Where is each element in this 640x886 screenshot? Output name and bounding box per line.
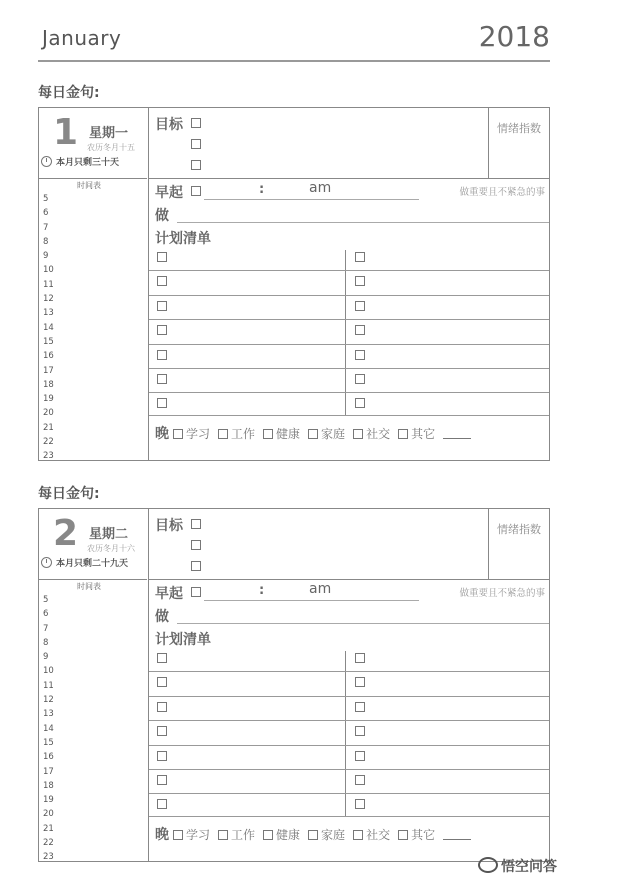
evening-label: 晚 xyxy=(155,827,169,843)
evening-checkbox[interactable] xyxy=(263,429,273,439)
chat-bubble-icon xyxy=(478,857,498,873)
hour-label: 10 xyxy=(43,265,54,276)
hour-label: 16 xyxy=(43,351,54,362)
evening-category-label: 其它 xyxy=(411,828,436,842)
evening-category-label: 家庭 xyxy=(321,828,346,842)
goal-label: 目标 xyxy=(155,518,183,534)
plan-row-line xyxy=(149,769,549,770)
evening-checkbox[interactable] xyxy=(173,830,183,840)
evening-category[interactable] xyxy=(308,828,345,842)
planner-area xyxy=(149,108,549,460)
left-column xyxy=(39,509,149,861)
planner-area xyxy=(149,509,549,861)
early-rise-label: 早起 xyxy=(155,586,183,602)
timetable-label: 时间表 xyxy=(77,181,101,190)
evening-label: 晚 xyxy=(155,426,169,442)
daily-quote-label: 每日金句: xyxy=(38,486,100,502)
plan-checkbox[interactable] xyxy=(355,276,365,286)
plan-checkbox[interactable] xyxy=(355,702,365,712)
evening-category[interactable] xyxy=(263,427,300,441)
evening-category-label: 健康 xyxy=(276,828,301,842)
hour-label: 11 xyxy=(43,680,54,691)
hour-label: 5 xyxy=(43,194,49,204)
watermark xyxy=(478,856,557,876)
goal-section xyxy=(149,108,489,178)
goal-checkbox[interactable] xyxy=(191,519,201,529)
plan-checkbox[interactable] xyxy=(355,677,365,687)
evening-checkbox[interactable] xyxy=(353,830,363,840)
plan-row-line xyxy=(149,415,549,416)
hour-label: 18 xyxy=(43,379,54,390)
goal-label: 目标 xyxy=(155,117,183,133)
plan-row-line xyxy=(149,816,549,817)
hour-label: 13 xyxy=(43,709,54,720)
hour-label: 14 xyxy=(43,322,54,333)
days-remaining xyxy=(41,556,145,569)
plan-checkbox[interactable] xyxy=(157,325,167,335)
plan-row-line xyxy=(149,319,549,320)
plan-checkbox[interactable] xyxy=(157,653,167,663)
time-colon: : xyxy=(259,583,265,598)
evening-category-label: 社交 xyxy=(366,427,391,441)
hour-list xyxy=(43,593,54,865)
hour-label: 20 xyxy=(43,408,54,419)
evening-category[interactable] xyxy=(308,427,345,441)
do-line xyxy=(177,222,549,223)
plan-checkbox[interactable] xyxy=(355,775,365,785)
evening-checkbox[interactable] xyxy=(218,830,228,840)
evening-category[interactable] xyxy=(173,427,210,441)
date-box xyxy=(39,509,147,580)
hour-label: 22 xyxy=(43,838,54,849)
left-column xyxy=(39,108,149,460)
do-line xyxy=(177,623,549,624)
plan-row-line xyxy=(149,696,549,697)
plan-checkbox[interactable] xyxy=(157,799,167,809)
hour-label: 21 xyxy=(43,823,54,834)
plan-row-line xyxy=(149,344,549,345)
days-remaining-text: 本月只剩二十九天 xyxy=(56,559,129,569)
am-label: am xyxy=(309,180,332,196)
hour-label: 10 xyxy=(43,666,54,677)
evening-category-label: 家庭 xyxy=(321,427,346,441)
hour-label: 15 xyxy=(43,737,54,748)
plan-row-line xyxy=(149,270,549,271)
plan-checkbox[interactable] xyxy=(355,374,365,384)
hour-label: 14 xyxy=(43,723,54,734)
hour-label: 19 xyxy=(43,795,54,806)
plan-checkbox[interactable] xyxy=(157,726,167,736)
wake-time-line xyxy=(204,199,419,200)
hour-label: 7 xyxy=(43,222,49,233)
day-planner-block xyxy=(38,508,550,862)
weekday: 星期一 xyxy=(89,126,129,141)
other-blank-line xyxy=(443,829,471,840)
plan-checkbox[interactable] xyxy=(355,751,365,761)
days-remaining xyxy=(41,155,145,168)
plan-checkbox[interactable] xyxy=(157,775,167,785)
hour-list xyxy=(43,192,54,464)
hour-label: 7 xyxy=(43,623,49,634)
hour-label: 12 xyxy=(43,695,54,706)
timetable-label: 时间表 xyxy=(77,582,101,591)
hour-label: 21 xyxy=(43,422,54,433)
early-rise-checkbox[interactable] xyxy=(191,186,201,196)
hour-label: 23 xyxy=(43,451,54,462)
hour-label: 8 xyxy=(43,236,49,247)
plan-checkbox[interactable] xyxy=(355,252,365,262)
goal-checkbox[interactable] xyxy=(191,118,201,128)
plan-checkbox[interactable] xyxy=(355,325,365,335)
clock-icon xyxy=(41,156,52,167)
plan-row-line xyxy=(149,793,549,794)
plan-column-divider xyxy=(345,250,346,415)
hour-label: 20 xyxy=(43,809,54,820)
plan-row-line xyxy=(149,368,549,369)
hour-label: 13 xyxy=(43,308,54,319)
evening-checkbox[interactable] xyxy=(398,830,408,840)
hour-label: 16 xyxy=(43,752,54,763)
hour-label: 6 xyxy=(43,208,49,219)
year-title: 2018 xyxy=(478,20,550,53)
plan-checkbox[interactable] xyxy=(157,751,167,761)
evening-category-label: 工作 xyxy=(231,427,256,441)
evening-category[interactable] xyxy=(353,427,390,441)
plan-checkbox[interactable] xyxy=(355,301,365,311)
hour-label: 9 xyxy=(43,251,49,262)
hour-label: 19 xyxy=(43,394,54,405)
plan-checkbox[interactable] xyxy=(157,374,167,384)
mood-index-label: 情绪指数 xyxy=(497,122,541,135)
clock-icon xyxy=(41,557,52,568)
evening-category-label: 健康 xyxy=(276,427,301,441)
hour-label: 5 xyxy=(43,595,49,605)
goal-checkbox[interactable] xyxy=(191,160,201,170)
plan-checkbox[interactable] xyxy=(355,799,365,809)
page-header xyxy=(38,18,550,62)
day-number: 2 xyxy=(53,513,79,554)
evening-row xyxy=(155,824,471,844)
plan-row-line xyxy=(149,295,549,296)
evening-checkbox[interactable] xyxy=(173,429,183,439)
days-remaining-text: 本月只剩三十天 xyxy=(56,158,120,168)
evening-checkbox[interactable] xyxy=(398,429,408,439)
early-rise-checkbox[interactable] xyxy=(191,587,201,597)
evening-category[interactable] xyxy=(218,828,255,842)
hour-label: 17 xyxy=(43,365,54,376)
do-label: 做 xyxy=(155,208,169,224)
am-label: am xyxy=(309,581,332,597)
day-number: 1 xyxy=(53,112,79,153)
weekday: 星期二 xyxy=(89,527,129,542)
evening-category-label: 社交 xyxy=(366,828,391,842)
hour-label: 15 xyxy=(43,336,54,347)
other-blank-line xyxy=(443,428,471,439)
mood-index-label: 情绪指数 xyxy=(497,523,541,536)
plan-row-line xyxy=(149,720,549,721)
lunar-date: 农历冬月十五 xyxy=(87,143,135,152)
evening-category[interactable] xyxy=(398,427,435,441)
daily-quote-label: 每日金句: xyxy=(38,85,100,101)
hour-label: 18 xyxy=(43,780,54,791)
plan-checkbox[interactable] xyxy=(157,677,167,687)
lunar-date: 农历冬月十六 xyxy=(87,544,135,553)
plan-column-divider xyxy=(345,651,346,816)
evening-checkbox[interactable] xyxy=(263,830,273,840)
evening-category[interactable] xyxy=(218,427,255,441)
evening-checkbox[interactable] xyxy=(353,429,363,439)
evening-category[interactable] xyxy=(398,828,435,842)
evening-checkbox[interactable] xyxy=(308,830,318,840)
hour-label: 22 xyxy=(43,437,54,448)
hour-label: 17 xyxy=(43,766,54,777)
important-task-label: 做重要且不紧急的事 xyxy=(459,588,545,599)
watermark-text: 悟空问答 xyxy=(501,859,557,875)
plan-checkbox[interactable] xyxy=(355,350,365,360)
early-rise-label: 早起 xyxy=(155,185,183,201)
divider xyxy=(149,178,549,179)
plan-checkbox[interactable] xyxy=(157,398,167,408)
evening-checkbox[interactable] xyxy=(308,429,318,439)
goal-checkbox[interactable] xyxy=(191,139,201,149)
evening-category[interactable] xyxy=(173,828,210,842)
evening-checkbox[interactable] xyxy=(218,429,228,439)
plan-row-line xyxy=(149,745,549,746)
plan-row-line xyxy=(149,671,549,672)
plan-checkbox[interactable] xyxy=(157,276,167,286)
evening-category-label: 学习 xyxy=(186,427,211,441)
hour-label: 23 xyxy=(43,852,54,863)
do-label: 做 xyxy=(155,609,169,625)
evening-category[interactable] xyxy=(353,828,390,842)
plan-checkbox[interactable] xyxy=(355,398,365,408)
goal-checkbox[interactable] xyxy=(191,561,201,571)
hour-label: 6 xyxy=(43,609,49,620)
time-colon: : xyxy=(259,182,265,197)
goal-checkbox[interactable] xyxy=(191,540,201,550)
plan-checkbox[interactable] xyxy=(355,653,365,663)
goal-section xyxy=(149,509,489,579)
plan-list-label: 计划清单 xyxy=(155,632,211,648)
evening-category-label: 其它 xyxy=(411,427,436,441)
evening-category[interactable] xyxy=(263,828,300,842)
hour-label: 9 xyxy=(43,652,49,663)
important-task-label: 做重要且不紧急的事 xyxy=(459,187,545,198)
plan-checkbox[interactable] xyxy=(157,350,167,360)
evening-category-label: 学习 xyxy=(186,828,211,842)
plan-checkbox[interactable] xyxy=(157,301,167,311)
plan-checkbox[interactable] xyxy=(355,726,365,736)
date-box xyxy=(39,108,147,179)
evening-row xyxy=(155,423,471,443)
plan-list-label: 计划清单 xyxy=(155,231,211,247)
divider xyxy=(149,579,549,580)
month-title: January xyxy=(42,26,122,50)
plan-row-line xyxy=(149,392,549,393)
hour-label: 8 xyxy=(43,637,49,648)
wake-time-line xyxy=(204,600,419,601)
plan-checkbox[interactable] xyxy=(157,252,167,262)
hour-label: 11 xyxy=(43,279,54,290)
day-planner-block xyxy=(38,107,550,461)
plan-checkbox[interactable] xyxy=(157,702,167,712)
hour-label: 12 xyxy=(43,294,54,305)
evening-category-label: 工作 xyxy=(231,828,256,842)
